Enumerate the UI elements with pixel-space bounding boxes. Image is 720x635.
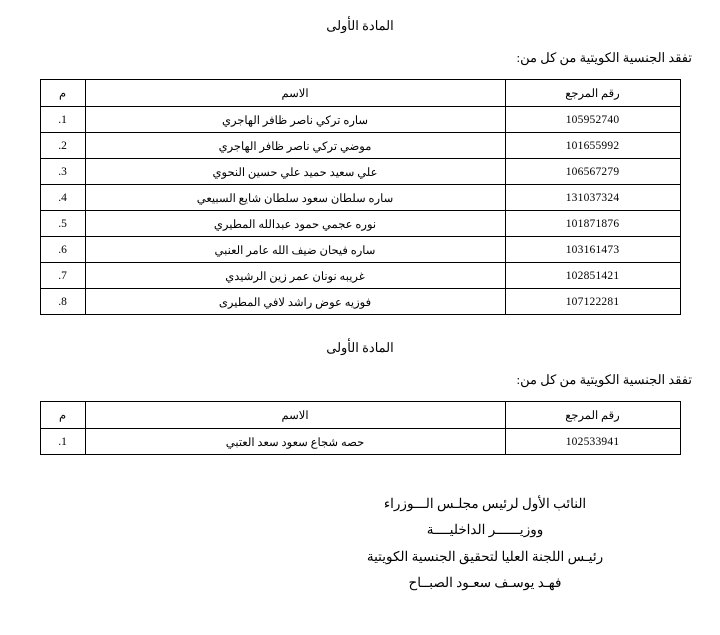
cell-reference: 102851421 (505, 263, 680, 289)
cell-number: 4. (40, 185, 85, 211)
table-row (40, 133, 680, 159)
cell-number: 5. (40, 211, 85, 237)
table-row (40, 107, 680, 133)
table-body-second (40, 429, 680, 455)
cell-name: علي سعيد حميد علي حسين النحوي (85, 159, 505, 185)
table-row (40, 289, 680, 315)
cell-name: حصه شجاع سعود سعد العتبي (85, 429, 505, 455)
signature-line-4: فهـد يوسـف سعـود الصبــاح (408, 574, 562, 590)
column-header-name: الاسم (85, 402, 505, 429)
cell-name: ساره فيحان ضيف الله عامر العنبي (85, 237, 505, 263)
article-one-title-first: المادة الأولى (326, 18, 394, 33)
spacer-after-title-second (0, 356, 720, 372)
cell-reference: 105952740 (505, 107, 680, 133)
table-row (40, 211, 680, 237)
cell-number: 1. (40, 429, 85, 455)
lead-text-second: تفقد الجنسية الكويتية من كل من: (516, 372, 692, 387)
cell-reference: 131037324 (505, 185, 680, 211)
column-header-number: م (40, 402, 85, 429)
table-header-first (40, 80, 680, 107)
cell-number: 8. (40, 289, 85, 315)
table-row (40, 237, 680, 263)
signature-lines (250, 491, 720, 596)
cell-name: ساره سلطان سعود سلطان شايع السبيعي (85, 185, 505, 211)
table-row (40, 159, 680, 185)
spacer-before-table-second (0, 388, 720, 401)
table-row (40, 185, 680, 211)
cell-reference: 101655992 (505, 133, 680, 159)
signature-line-3: رئيـس اللجنة العليا لتحقيق الجنسية الكويتية (366, 548, 604, 564)
signature-block (0, 491, 720, 596)
column-header-number: م (40, 80, 85, 107)
cell-name: فوزيه عوض راشد لافي المطيرى (85, 289, 505, 315)
lead-text-first: تفقد الجنسية الكويتية من كل من: (516, 50, 692, 65)
table-header-row (40, 402, 680, 429)
table-row (40, 263, 680, 289)
signature-line-1: النائب الأول لرئيس مجلـس الـــوزراء (383, 496, 587, 511)
cell-number: 7. (40, 263, 85, 289)
cell-reference: 103161473 (505, 237, 680, 263)
spacer-before-table-first (0, 66, 720, 79)
table-header-second (40, 402, 680, 429)
spacer-after-table-first (0, 315, 720, 340)
citizenship-table-second (40, 401, 681, 455)
cell-number: 3. (40, 159, 85, 185)
citizenship-table-first (40, 79, 681, 315)
signature-line-2: ووزيــــــر الداخليــــة (426, 522, 544, 538)
cell-number: 6. (40, 237, 85, 263)
column-header-name: الاسم (85, 80, 505, 107)
cell-reference: 102533941 (505, 429, 680, 455)
spacer-before-signature (0, 455, 720, 491)
table-row (40, 429, 680, 455)
cell-reference: 101871876 (505, 211, 680, 237)
cell-name: موضي تركي ناصر ظافر الهاجري (85, 133, 505, 159)
cell-reference: 106567279 (505, 159, 680, 185)
cell-name: غريبه نونان عمر زين الرشيدي (85, 263, 505, 289)
cell-number: 1. (40, 107, 85, 133)
table-header-row (40, 80, 680, 107)
table-body-first (40, 107, 680, 315)
top-spacer (0, 0, 720, 18)
spacer-after-title-first (0, 34, 720, 50)
cell-name: ساره تركي ناصر ظافر الهاجري (85, 107, 505, 133)
article-one-title-second: المادة الأولى (326, 340, 394, 355)
cell-name: نوره عجمي حمود عبدالله المطيري (85, 211, 505, 237)
cell-number: 2. (40, 133, 85, 159)
column-header-reference: رقم المرجع (505, 80, 680, 107)
column-header-reference: رقم المرجع (505, 402, 680, 429)
cell-reference: 107122281 (505, 289, 680, 315)
